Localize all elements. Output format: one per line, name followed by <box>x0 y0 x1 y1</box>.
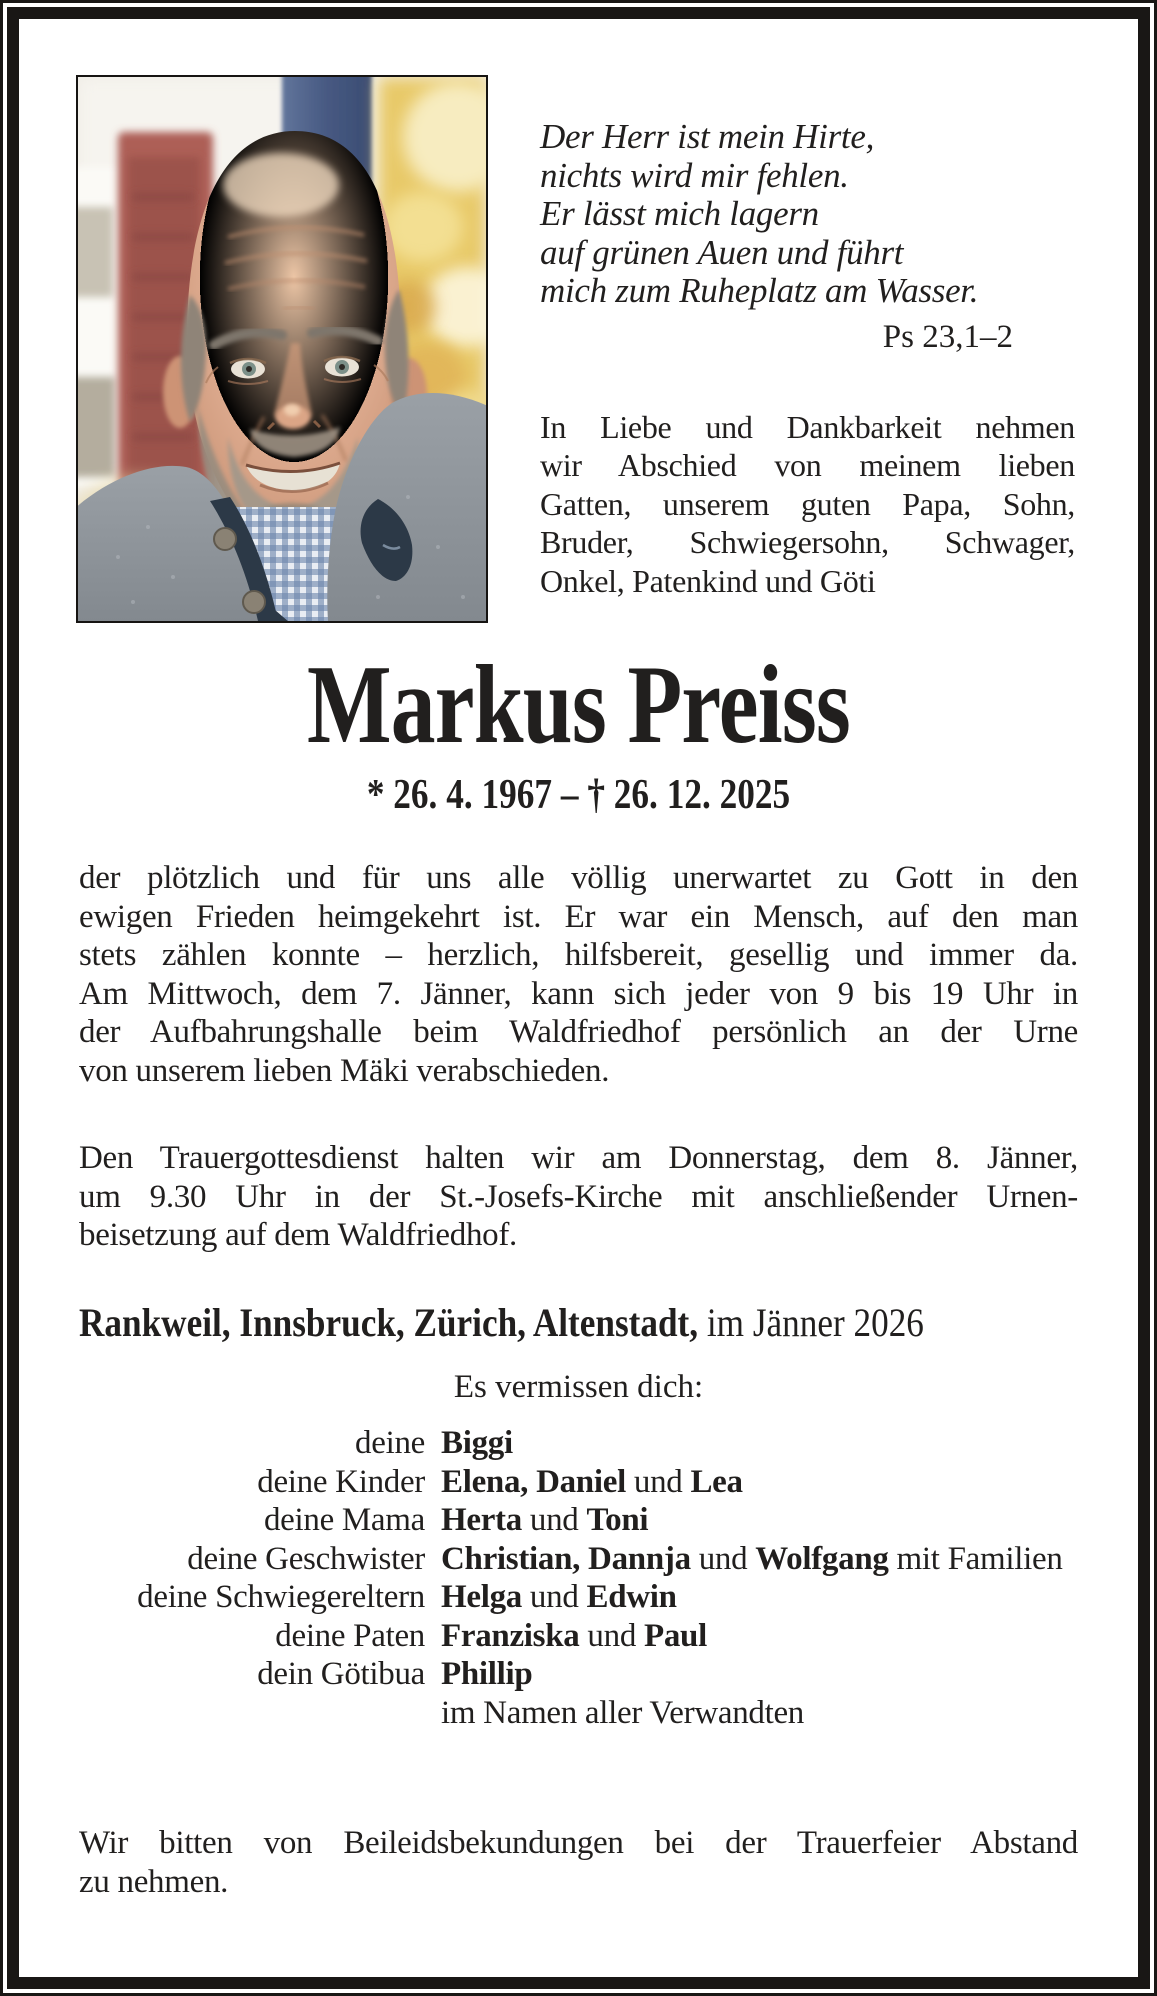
mourner-names <box>441 1578 1078 1617</box>
date-text: im Jänner 2026 <box>698 1299 924 1345</box>
text-line: nichts wird mir fehlen. <box>540 155 849 195</box>
text-line: der plötzlich und für uns alle völlig unerwartet zu Gott in den <box>79 860 1078 896</box>
text-line: auf grünen Auen und führt <box>540 232 904 272</box>
text-line: Der Herr ist mein Hirte, <box>540 117 875 156</box>
mourner-name: Paul <box>643 1617 707 1654</box>
mourner-relation-label: deine <box>355 1425 425 1461</box>
mourner-name: Elena, Daniel <box>441 1463 626 1500</box>
mourner-relation-label: dein Götibua <box>257 1656 425 1692</box>
text-line: Gatten, unserem guten Papa, Sohn, <box>540 485 1075 522</box>
mourner-row <box>79 1424 1078 1463</box>
place-names: Rankweil, Innsbruck, Zürich, Altenstadt, <box>79 1299 699 1345</box>
mourner-row <box>79 1463 1078 1502</box>
mourner-relation-label: deine Mama <box>263 1502 425 1538</box>
mourner-relation-label: deine Schwiegereltern <box>137 1579 425 1615</box>
text-line: Er lässt mich lagern <box>540 194 819 233</box>
psalm-quote <box>540 118 1075 311</box>
mourner-names <box>441 1694 1078 1733</box>
mourners-heading: Es vermissen dich: <box>453 1368 704 1405</box>
life-dates: * 26. 4. 1967 – † 26. 12. 2025 <box>366 772 791 818</box>
mourners-list <box>79 1424 1078 1732</box>
text-line: Am Mittwoch, dem 7. Jänner, kann sich jeder von 9 bis 19 Uhr in <box>79 975 1078 1012</box>
mourner-relation-label: deine Kinder <box>257 1463 425 1500</box>
text-line: Bruder, Schwiegersohn, Schwager, <box>540 524 1075 560</box>
mourner-row <box>79 1540 1078 1579</box>
portrait-photo <box>76 75 488 623</box>
text-line: ewigen Frieden heimgekehrt ist. Er war ein Mensch, auf den man <box>79 898 1078 935</box>
deceased-name: Markus Preiss <box>307 643 850 767</box>
mourner-name: Helga <box>441 1579 522 1615</box>
top-section <box>79 75 1078 623</box>
mourner-names <box>441 1617 1078 1656</box>
mourner-name: Wolfgang <box>755 1540 889 1577</box>
mourner-connector: und <box>521 1579 587 1615</box>
mourner-row <box>79 1501 1078 1540</box>
mourner-names <box>441 1655 1078 1694</box>
text-line: beisetzung auf dem Waldfriedhof. <box>79 1217 517 1253</box>
mourner-connector: im Namen aller Verwandten <box>441 1694 805 1731</box>
mourner-name: Christian, Dannja <box>441 1540 691 1577</box>
mourner-connector: und <box>579 1617 644 1654</box>
mourner-names <box>441 1501 1078 1540</box>
text-line: Wir bitten von Beileidsbekundungen bei der Trauerfeier Abstand <box>79 1825 1078 1861</box>
mourner-name: Biggi <box>441 1425 513 1461</box>
mourner-name: Herta <box>441 1502 522 1538</box>
mourner-names <box>441 1463 1078 1502</box>
mourner-connector: und <box>625 1463 691 1500</box>
mourner-connector: mit Familien <box>888 1540 1063 1577</box>
mourner-row <box>79 1694 1078 1733</box>
text-line: Den Trauergottesdienst halten wir am Donnerstag, dem 8. Jänner, <box>79 1140 1078 1176</box>
mourner-row <box>79 1617 1078 1656</box>
text-line: von unserem lieben Mäki verabschieden. <box>79 1052 610 1089</box>
text-line: der Aufbahrungshalle beim Waldfriedhof persönlich an der Urne <box>79 1014 1078 1050</box>
obituary-paragraph <box>79 859 1078 1090</box>
obituary-card <box>7 7 1150 1989</box>
intro-paragraph <box>540 408 1075 601</box>
text-line: In Liebe und Dankbarkeit nehmen <box>540 408 1075 445</box>
mourner-name: Lea <box>690 1463 743 1500</box>
funeral-service-paragraph <box>79 1139 1078 1255</box>
text-line: wir Abschied von meinem lieben <box>540 447 1075 483</box>
right-column <box>540 75 1075 600</box>
mourner-relation-label: deine Geschwister <box>187 1540 425 1577</box>
mourner-name: Edwin <box>586 1579 677 1615</box>
mourner-names <box>441 1540 1078 1579</box>
mourner-connector: und <box>690 1540 756 1577</box>
mourner-name: Franziska <box>441 1617 580 1654</box>
mourner-relation-label <box>79 1694 441 1733</box>
mourner-row <box>79 1578 1078 1617</box>
closing-note <box>79 1824 1078 1902</box>
text-line: zu nehmen. <box>79 1864 229 1900</box>
mourner-name: Toni <box>586 1502 649 1538</box>
mourner-names <box>441 1424 1078 1463</box>
text-line: mich zum Ruheplatz am Wasser. <box>540 271 979 310</box>
psalm-reference: Ps 23,1–2 <box>882 318 1013 355</box>
text-line: um 9.30 Uhr in der St.-Josefs-Kirche mit anschließender Urnen- <box>79 1178 1078 1215</box>
mourner-name: Phillip <box>441 1656 533 1692</box>
portrait-photo-graphic <box>78 77 486 621</box>
text-line: Onkel, Patenkind und Göti <box>540 562 876 599</box>
place-date-line <box>79 1299 958 1346</box>
text-line: stets zählen konnte – herzlich, hilfsbereit, gesellig und immer da. <box>79 937 1078 973</box>
mourner-row <box>79 1655 1078 1694</box>
mourner-connector: und <box>521 1502 587 1538</box>
mourner-relation-label: deine Paten <box>275 1617 425 1654</box>
